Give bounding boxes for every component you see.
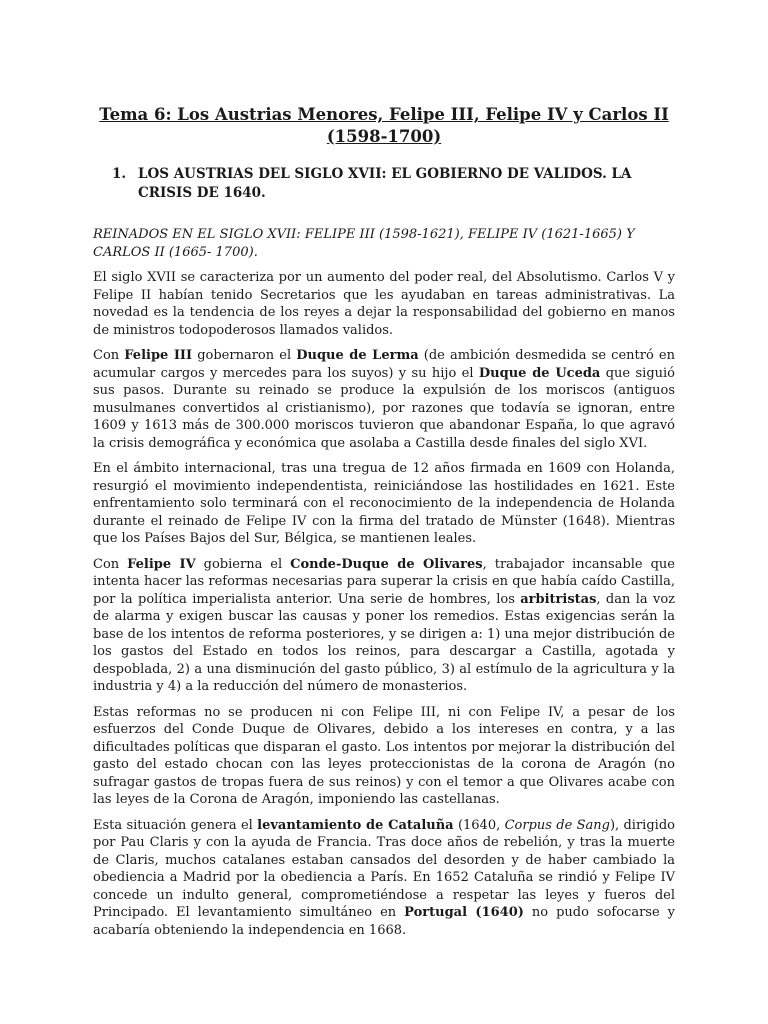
paragraph-absolutism: El siglo XVII se caracteriza por un aumento del poder real, del Absolutismo. Carlos V y Felipe II habían tenido Secretarios que les ayudaban en tareas administrativas. La novedad es la tendencia de los reyes a dejar la responsabilidad del gobierno en manos de ministros todopoderosos llamados validos. xyxy=(93,270,675,338)
bold-term: Portugal (1640) xyxy=(404,905,524,920)
text-run: (de ambición desmedida se centró en acumular cargos y mercedes para los suyos) y su hijo el xyxy=(93,348,675,381)
bold-term: Felipe III xyxy=(124,348,193,363)
section-heading xyxy=(112,165,672,203)
document-body xyxy=(93,226,675,947)
bold-term: levantamiento de Cataluña xyxy=(257,817,454,833)
reigns-lead-paragraph: REINADOS EN EL SIGLO XVII: FELIPE III (1598-1621), FELIPE IV (1621-1665) Y CARLOS II (1665- 1700). xyxy=(93,227,635,260)
title-line-1: Tema 6: Los Austrias Menores, Felipe III, Felipe IV y Carlos II xyxy=(99,105,669,124)
text-run: no pudo sofocarse y acabaría obteniendo la independencia en 1668. xyxy=(93,905,675,938)
text-run: gobierna el xyxy=(195,556,291,572)
paragraph-reforms: Estas reformas no se producen ni con Felipe III, ni con Felipe IV, a pesar de los esfuerzos del Conde Duque de Olivares, debido a los intereses en contra, y a las dificultades políticas que disparan el gasto. Los intentos por mejorar la distribución del gasto del estado chocan con las leyes proteccionistas de la corona de Aragón (no sufragar gastos de tropas fuera de sus reinos) y con el temor a que Olivares acabe con las leyes de la Corona de Aragón, imponiendo las castellanas. xyxy=(93,704,675,807)
text-run: Con xyxy=(93,556,128,572)
italic-term: Corpus de Sang xyxy=(504,817,610,833)
bold-term: Duque de Uceda xyxy=(478,365,601,381)
bold-term: Felipe IV xyxy=(127,556,196,572)
paragraph-felipe-iii xyxy=(93,347,675,452)
document-title xyxy=(80,104,688,148)
paragraph-felipe-iv xyxy=(93,556,675,696)
text-run: gobernaron el xyxy=(192,348,297,363)
text-run: que siguió sus pasos. Durante su reinado se produce la expulsión de los moriscos (antiguos musulmanes convertidos al cristianismo), por razones que todavía se ignoran, entre 1609 y 1613 más de 300.000 moriscos tuvieron que abandonar España, lo que agravó la crisis demográfica y económica que asolaba a Castilla desde finales del siglo XVI. xyxy=(93,365,675,451)
paragraph-international: En el ámbito internacional, tras una tregua de 12 años firmada en 1609 con Holanda, resurgió el movimiento independentista, reiniciándose las hostilidades en 1621. Este enfrentamiento solo terminará con el reconocimiento de la independencia de Holanda durante el reinado de Felipe IV con la firma del tratado de Münster (1648). Mientras que los Países Bajos del Sur, Bélgica, se mantienen leales. xyxy=(93,461,675,546)
text-run: (1640, xyxy=(453,817,505,833)
paragraph-catalonia xyxy=(93,817,675,940)
text-run: Esta situación genera el xyxy=(93,817,258,833)
section-number: 1. xyxy=(112,166,127,182)
bold-term: Duque de Lerma xyxy=(296,348,419,363)
text-run: Con xyxy=(93,348,125,363)
text-run: , trabajador incansable que intenta hacer las reformas necesarias para superar la crisis en que había caído Castilla, por la política imperialista anterior. Una serie de hombres, los xyxy=(93,556,675,607)
bold-term: arbitristas xyxy=(520,591,597,607)
title-line-2: (1598-1700) xyxy=(326,127,442,146)
bold-term: Conde-Duque de Olivares xyxy=(290,556,483,572)
text-run: , dan la voz de alarma y exigen buscar las causas y poner los remedios. Estas exigencias serán la base de los intentos de reforma posteriores, y se dirigen a: 1) una mejor distribución de los gastos del Estado en todos los reinos, para descargar a Castilla, agotada y despoblada, 2) a una disminución del gasto público, 3) al estímulo de la agricultura y la industria y 4) a la reducción del número de monasterios. xyxy=(93,591,676,694)
section-heading-text: LOS AUSTRIAS DEL SIGLO XVII: EL GOBIERNO DE VALIDOS. LA CRISIS DE 1640. xyxy=(138,166,632,201)
text-run: ), dirigido por Pau Claris y con la ayuda de Francia. Tras doce años de rebelión, y tras la muerte de Claris, muchos catalanes estaban cansados del desorden y de haber cambiado la obediencia a Madrid por la obediencia a París. En 1652 Cataluña se rindió y Felipe IV concede un indulto general, comprometiéndose a respetar las leyes y fueros del Principado. El levantamiento simultáneo en xyxy=(93,817,675,920)
